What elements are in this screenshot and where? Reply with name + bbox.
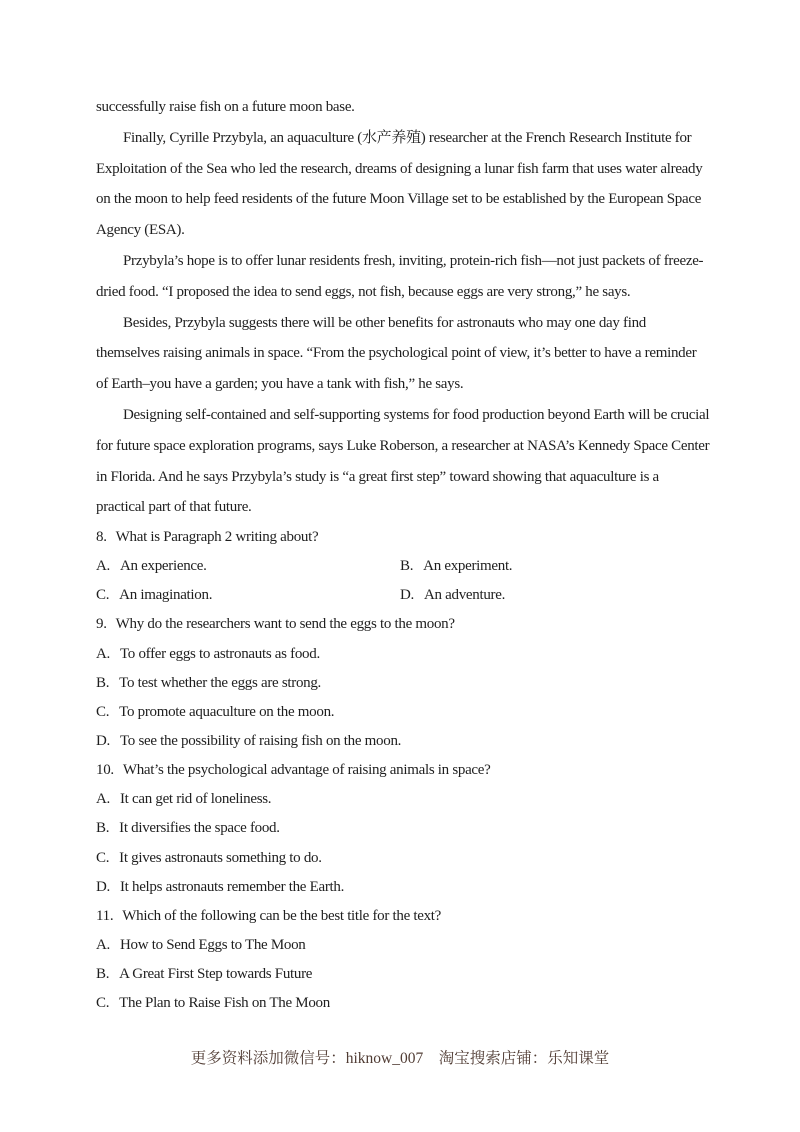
option-letter: D.	[96, 732, 110, 749]
option-letter: C.	[96, 703, 110, 720]
option-letter: D.	[96, 878, 110, 895]
option-row	[96, 552, 712, 581]
option-letter: C.	[96, 587, 110, 604]
answer-option	[96, 791, 271, 807]
option-row	[96, 873, 712, 902]
answer-option	[96, 879, 344, 895]
question-text: What’s the psychological advantage of raising animals in space?	[122, 762, 491, 779]
question-number: 9.	[96, 616, 107, 633]
passage-line: of Earth–you have a garden; you have a tank with fish,” he says.	[96, 376, 464, 393]
option-letter: A.	[96, 936, 110, 953]
option-letter: C.	[96, 995, 110, 1012]
passage-line: Besides, Przybyla suggests there will be other benefits for astronauts who may one day find	[123, 314, 646, 331]
question-text: Which of the following can be the best title for the text?	[122, 907, 442, 924]
passage	[96, 92, 712, 523]
footer-watermark: 更多资料添加微信号：hiknow_007 淘宝搜索店铺：乐知课堂	[190, 1050, 610, 1067]
option-text: To test whether the eggs are strong.	[119, 674, 321, 691]
question-text: Why do the researchers want to send the eggs to the moon?	[115, 616, 455, 633]
option-row	[96, 931, 712, 960]
passage-line: on the moon to help feed residents of the future Moon Village set to be established by the European Space	[96, 191, 702, 208]
passage-line: Designing self-contained and self-supporting systems for food production beyond Earth will be crucial	[123, 406, 710, 423]
option-letter: B.	[96, 820, 110, 837]
option-text: An adventure.	[423, 587, 506, 604]
option-text: It gives astronauts something to do.	[119, 849, 322, 866]
question-number: 11.	[96, 907, 114, 924]
option-row	[96, 989, 712, 1018]
answer-option	[96, 850, 322, 866]
answer-option	[96, 552, 400, 581]
option-text: An experience.	[119, 558, 207, 575]
option-row	[96, 960, 712, 989]
option-text: A Great First Step towards Future	[119, 966, 313, 983]
passage-line: dried food. “I proposed the idea to send eggs, not fish, because eggs are very strong,” he says.	[96, 283, 631, 300]
passage-line: Przybyla’s hope is to offer lunar residents fresh, inviting, protein-rich fish—not just packets of freeze-	[123, 252, 704, 269]
option-text: How to Send Eggs to The Moon	[119, 936, 306, 953]
answer-option	[96, 646, 320, 662]
option-row	[96, 844, 712, 873]
question-stem	[96, 902, 712, 931]
option-text: To promote aquaculture on the moon.	[119, 703, 335, 720]
answer-option	[96, 704, 334, 720]
option-letter: B.	[400, 558, 414, 575]
answer-option	[96, 581, 400, 610]
answer-option	[96, 820, 280, 836]
answer-option	[96, 733, 401, 749]
answer-option	[96, 966, 312, 982]
passage-line: themselves raising animals in space. “From the psychological point of view, it’s better to have a reminder	[96, 345, 697, 362]
option-row	[96, 640, 712, 669]
option-text: It helps astronauts remember the Earth.	[119, 878, 345, 895]
passage-line: Finally, Cyrille Przybyla, an aquaculture (水产养殖) researcher at the French Research Institute for	[123, 129, 692, 146]
option-text: The Plan to Raise Fish on The Moon	[119, 995, 330, 1012]
option-row	[96, 727, 712, 756]
question-stem	[96, 756, 712, 785]
option-letter: B.	[96, 674, 110, 691]
option-letter: A.	[96, 645, 110, 662]
question-stem	[96, 523, 712, 552]
option-letter: B.	[96, 966, 110, 983]
option-text: It diversifies the space food.	[119, 820, 280, 837]
passage-line: practical part of that future.	[96, 499, 252, 516]
passage-line: successfully raise fish on a future moon base.	[96, 99, 355, 115]
answer-option	[400, 587, 505, 603]
passage-line: Exploitation of the Sea who led the research, dreams of designing a lunar fish farm that uses water already	[96, 160, 703, 177]
answer-option	[96, 937, 305, 953]
option-row	[96, 581, 712, 610]
question-number: 10.	[96, 762, 114, 779]
option-text: To see the possibility of raising fish on the moon.	[119, 732, 402, 749]
option-letter: C.	[96, 849, 110, 866]
option-letter: D.	[400, 587, 414, 604]
option-letter: A.	[96, 558, 110, 575]
answer-option	[400, 558, 512, 574]
option-letter: A.	[96, 791, 110, 808]
option-text: An imagination.	[119, 587, 213, 604]
option-row	[96, 814, 712, 843]
option-text: It can get rid of loneliness.	[119, 791, 272, 808]
questions	[96, 523, 712, 1018]
question-text: What is Paragraph 2 writing about?	[115, 529, 319, 545]
option-row	[96, 698, 712, 727]
option-text: To offer eggs to astronauts as food.	[119, 645, 320, 662]
answer-option	[96, 995, 330, 1011]
passage-line: for future space exploration programs, says Luke Roberson, a researcher at NASA’s Kennedy Space Center	[96, 437, 710, 454]
question-stem	[96, 610, 712, 639]
passage-line: in Florida. And he says Przybyla’s study is “a great first step” toward showing that aquaculture is a	[96, 468, 659, 485]
option-text: An experiment.	[423, 558, 513, 575]
question-number: 8.	[96, 529, 107, 545]
option-row	[96, 785, 712, 814]
answer-option	[96, 675, 321, 691]
passage-line: Agency (ESA).	[96, 222, 185, 239]
option-row	[96, 669, 712, 698]
